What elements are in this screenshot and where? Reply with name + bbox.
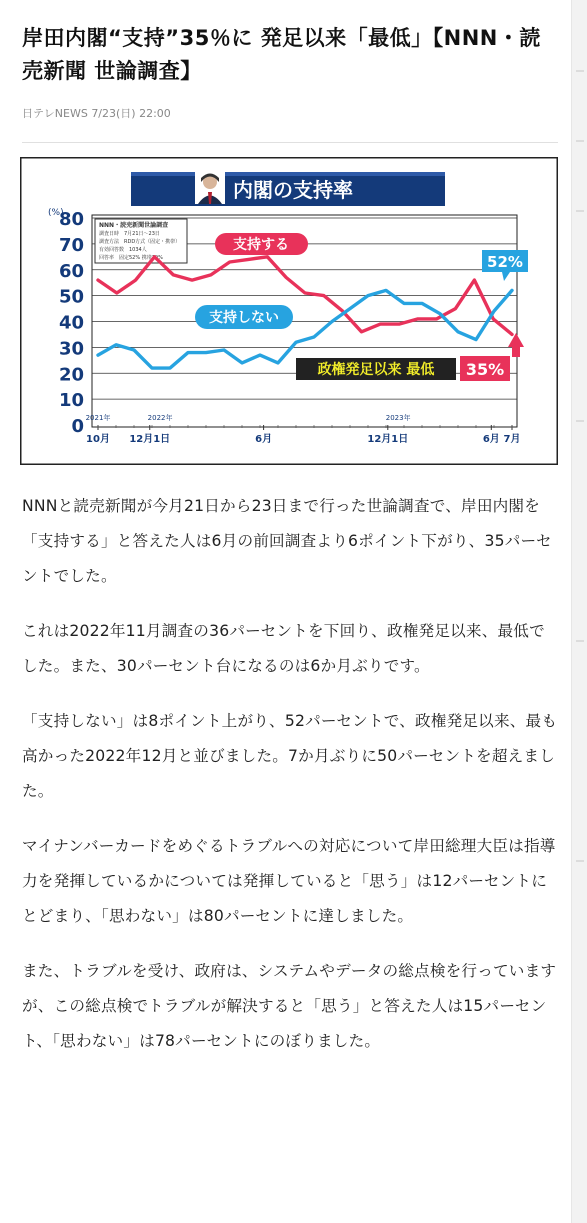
nonsupport-series-label <box>195 305 293 329</box>
scrollbar-tick <box>576 420 584 422</box>
x-tick-label: 6月 <box>482 434 500 445</box>
y-tick-label: 20 <box>58 364 84 386</box>
y-tick-label: 50 <box>58 286 84 308</box>
y-tick-labels <box>59 209 84 437</box>
article-paragraph: また、トラブルを受け、政府は、システムやデータの総点検を行っていますが、この総点検でトラブルが解決すると「思う」と答えた人は15パーセント、「思わない」は78パーセントにのぼりました。 <box>22 962 557 1050</box>
survey-info-box <box>95 219 187 263</box>
y-tick-label: 80 <box>58 209 84 230</box>
survey-info-line: NNN・読売新聞世論調査 <box>99 222 169 229</box>
x-tick-label: 7月 <box>503 434 521 445</box>
survey-info-line: 調査方法 RDD方式（固定・携帯） <box>99 239 181 245</box>
x-tick-label: 12月1日 <box>129 434 171 445</box>
divider <box>22 142 558 143</box>
y-tick-label: 40 <box>58 312 84 334</box>
y-tick-label: 60 <box>58 260 84 282</box>
support-latest-value: 35% <box>465 360 505 379</box>
record-low-callout <box>296 356 510 381</box>
article-meta: 日テレNEWS 7/23(日) 22:00 <box>22 107 171 120</box>
support-label-text: 支持する <box>233 237 289 253</box>
article-body <box>22 489 558 1079</box>
survey-info-line: 回答率 固定52% 携帯39% <box>99 255 163 261</box>
y-axis-unit: (%) <box>48 208 64 218</box>
article-title: 岸田内閣“支持”35％に 発足以来「最低」【NNN・読売新聞 世論調査】 <box>22 26 541 83</box>
article-paragraph: NNNと読売新聞が今月21日から23日まで行った世論調査で、岸田内閣を「支持する」と答えた人は6月の前回調査より6ポイント下がり、35パーセントでした。 <box>22 497 552 585</box>
article-paragraph: 「支持しない」は8ポイント上がり、52パーセントで、政権発足以来、最も高かった2022年12月と並びました。7か月ぶりに50パーセントを超えました。 <box>22 712 558 800</box>
article-paragraph: マイナンバーカードをめぐるトラブルへの対応について岸田総理大臣は指導力を発揮しているかについては発揮していると「思う」は12パーセントにとどまり、「思わない」は80パーセントに達しました。 <box>22 837 556 925</box>
chart-title-banner-highlight <box>131 172 445 176</box>
y-tick-label: 0 <box>71 416 84 437</box>
approval-chart <box>20 157 558 465</box>
y-tick-label: 70 <box>58 234 84 256</box>
year-label: 2023年 <box>385 414 411 422</box>
record-low-text: 政権発足以来 最低 <box>317 362 435 378</box>
y-tick-label: 30 <box>58 338 84 360</box>
x-tick-label: 10月 <box>86 434 110 445</box>
scrollbar-tick <box>576 210 584 212</box>
scrollbar-track[interactable] <box>571 0 587 1223</box>
nonsupport-latest-value: 52% <box>487 253 523 271</box>
x-tick-label: 6月 <box>255 434 273 445</box>
scrollbar-tick <box>576 70 584 72</box>
scrollbar-tick <box>576 140 584 142</box>
approval-chart-figure <box>20 157 558 465</box>
person-icon <box>195 170 225 204</box>
x-tick-label: 12月1日 <box>367 434 409 445</box>
support-series-label <box>215 233 308 255</box>
year-label: 2021年 <box>85 414 111 422</box>
survey-info-line: 調査日時 7月21日〜23日 <box>99 231 160 237</box>
scrollbar-tick <box>576 860 584 862</box>
year-label: 2022年 <box>147 414 173 422</box>
article-paragraph: これは2022年11月調査の36パーセントを下回り、政権発足以来、最低でした。また、30パーセント台になるのは6か月ぶりです。 <box>22 622 545 675</box>
survey-info-line: 有効回答数 1034人 <box>99 247 147 253</box>
scrollbar-tick <box>576 640 584 642</box>
y-tick-label: 10 <box>58 390 84 412</box>
nonsupport-label-text: 支持しない <box>209 310 279 326</box>
chart-title: 内閣の支持率 <box>233 178 353 202</box>
